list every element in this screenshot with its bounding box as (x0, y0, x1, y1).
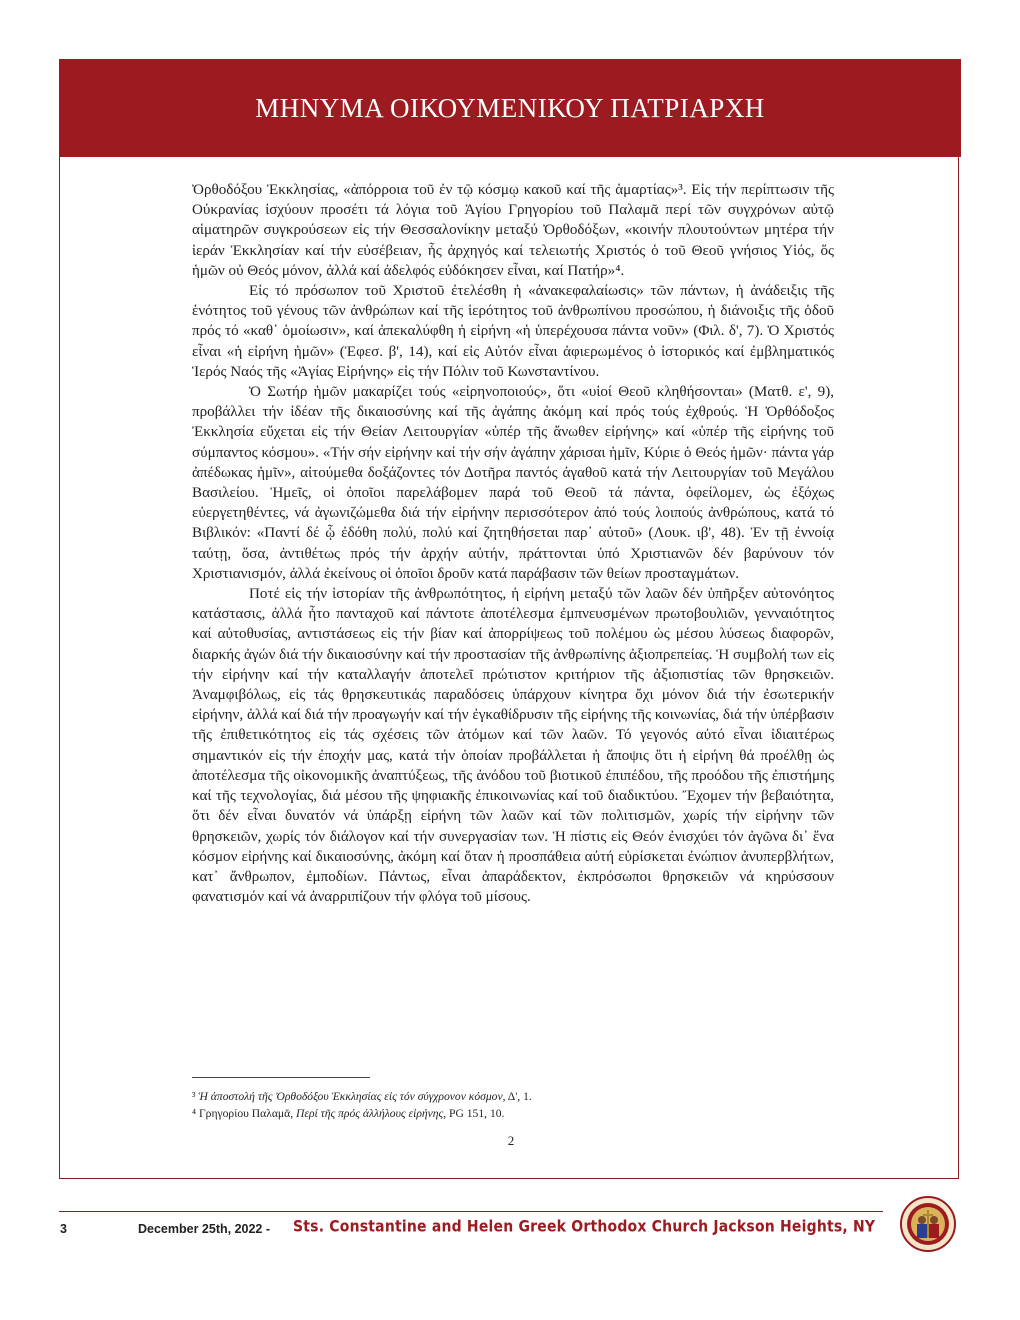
page-title: ΜΗΝΥΜΑ ΟΙΚΟΥΜΕΝΙΚΟΥ ΠΑΤΡΙΑΡΧΗ (255, 92, 765, 123)
footnote-title: Περί τῆς πρός ἀλλήλους εἰρήνης (296, 1107, 444, 1120)
header-banner (59, 59, 961, 157)
church-seal-icon (900, 1196, 956, 1252)
footer-church-name (293, 1218, 875, 1236)
article-body (192, 180, 834, 907)
paragraph-4: Ποτέ εἰς τήν ἱστορίαν τῆς ἀνθρωπότητος, ἡ εἰρήνη μεταξύ τῶν λαῶν δέν ὑπῆρξεν αὐτονόητος κατάστασις, ἀλλά ἦτο πανταχοῦ καί πάντοτε ἀποτέλεσμα ἐμπνευσμένων πρωτοβουλιῶν, γενναιότητος καί αὐτοθυσίας, αντιστάσεως εἰς τήν βίαν καί ἀπορρίψεως τοῦ πολέμου ὡς μέσου λύσεως διαφορῶν, διαρκής ἀγών διά τήν δικαιοσύνην καί τήν προστασίαν τῆς ἀνθρωπίνης ἀξιοπρεπείας. Ἡ συμβολή των εἰς τήν εἰρήνην καί τήν καταλλαγήν ἀποτελεῖ πρώτιστον κριτήριον τῆς ἀξιοπιστίας τῶν θρησκειῶν. Ἀναμφιβόλως, εἰς τάς θρησκευτικάς παραδόσεις ὑπάρχουν κίνητρα ὄχι μόνον διά τήν ἐσωτερικήν εἰρήνην, ἀλλά καί διά τήν προαγωγήν καί τήν ἐγκαθίδρυσιν τῆς εἰρήνης τῆς κοινωνίας, διά τήν ὑπέρβασιν τῆς ἐπιθετικότητος εἰς τάς σχέσεις τῶν ἀτόμων καί τῶν λαῶν. Τό γεγονός αὐτό εἶναι ἰδιαιτέρως σημαντικόν εἰς τήν ἐποχήν μας, κατά τήν ὁποίαν προβάλλεται ἡ ἄποψις ὅτι ἡ εἰρήνη θά προέλθῃ ὡς ἀποτέλεσμα τῆς οἰκονομικῆς ἀναπτύξεως, τῆς ἀνόδου τοῦ βιοτικοῦ ἐπιπέδου, τῆς προόδου τῆς ἐπιστήμης καί τῆς τεχνολογίας, διά μέσου τῆς ψηφιακῆς ἐπικοινωνίας καί τοῦ διαδικτύου. Ἔχομεν τήν βεβαιότητα, ὅτι δέν εἶναι δυνατόν νά ὑπάρξῃ εἰρήνη τῶν λαῶν καί τῶν πολιτισμῶν, χωρίς τήν εἰρήνην τῶν θρησκειῶν, χωρίς τόν διάλογον καί τήν συνεργασίαν των. Ἡ πίστις εἰς Θεόν ἐνισχύει τόν ἀγῶνα δι᾿ ἕνα κόσμον εἰρήνης καί δικαιοσύνης, ἀκόμη καί ὅταν ἡ προσπάθεια αὐτή εὑρίσκεται ἐνώπιον ἀνυπερβλήτων, κατ᾿ ἄνθρωπον, ἐμποδίων. Πάντως, εἶναι ἀπαράδεκτον, ἐκπρόσωποι θρησκειῶν νά κηρύσσουν φανατισμόν καί νά ἀναρριπίζουν τήν φλόγα τοῦ μίσους. (192, 586, 834, 906)
footnote-marker: ³ (192, 1090, 196, 1103)
footnote-4 (192, 1105, 832, 1122)
footer-date: December 25th, 2022 - (138, 1222, 271, 1236)
paragraph-1: Ὀρθοδόξου Ἐκκλησίας, «ἀπόρροια τοῦ ἐν τῷ κόσμῳ κακοῦ καί τῆς ἁμαρτίας»³. Εἰς τήν περίπτωσιν τῆς Οὐκρανίας ἰσχύουν προσέτι τά λόγια τοῦ Ἁγίου Γρηγορίου τοῦ Παλαμᾶ περί τῶν συγχρόνων αὐτῷ αἱματηρῶν συγκρούσεων εἰς τήν Θεσσαλονίκην μεταξύ Ὀρθοδόξων, «κοινήν πλουτούντων μητέρα τήν ἱεράν Ἐκκλησίαν καί τήν εὐσέβειαν, ἧς ἀρχηγός καί τελειωτής Χριστός ὁ τοῦ Θεοῦ γνήσιος Υἱός, ὅς ἡμῶν οὐ Θεός μόνον, ἀλλά καί ἀδελφός εὐδόκησεν εἶναι, καί Πατήρ»⁴. (192, 182, 834, 279)
inner-page-number: 2 (507, 1133, 515, 1148)
footnote-3 (192, 1088, 832, 1105)
footer-page-number: 3 (60, 1222, 67, 1236)
footnote-title: Ἡ ἀποστολή τῆς Ὀρθοδόξου Ἐκκλησίας εἰς τόν σύγχρονον κόσμον (198, 1090, 503, 1103)
footnote-reference: , Δ', 1. (502, 1090, 532, 1103)
footnote-divider (192, 1077, 370, 1078)
church-name: Sts. Constantine and Helen Greek Orthodox Church (293, 1217, 709, 1237)
paragraph-3: Ὁ Σωτήρ ἡμῶν μακαρίζει τούς «εἰρηνοποιούς», ὅτι «υἱοί Θεοῦ κληθήσονται» (Ματθ. ε', 9), προβάλλει τήν ἰδέαν τῆς δικαιοσύνης καί τῆς ἀγάπης ἀκόμη καί πρός τούς ἐχθρούς. Ἡ Ὀρθόδοξος Ἐκκλησία εὔχεται εἰς τήν Θείαν Λειτουργίαν «ὑπέρ τῆς ἄνωθεν εἰρήνης» καί «ὑπέρ τῆς εἰρήνης τοῦ σύμπαντος κόσμου». «Τήν σήν εἰρήνην καί τήν σήν ἀγάπην χάρισαι ἡμῖν, Κύριε ὁ Θεός ἡμῶν· πάντα γάρ ἀπέδωκας ἡμῖν», αἰτούμεθα δοξάζοντες τόν Δοτῆρα παντός ἀγαθοῦ κατά τήν Λειτουργίαν τοῦ Μεγάλου Βασιλείου. Ἡμεῖς, οἱ ὁποῖοι παρελάβομεν παρά τοῦ Θεοῦ τά πάντα, ὀφείλομεν, ὡς ἐξόχως εὐεργετηθέντες, νά ἀγωνιζώμεθα διά τήν εἰρήνην περισσότερον ἀπό τούς λοιπούς ἀνθρώπους, κατά τό Βιβλικόν: «Παντί δέ ᾧ ἐδόθη πολύ, πολύ καί ζητηθήσεται παρ᾿ αὐτοῦ» (Λουκ. ιβ', 48). Ἐν τῇ ἐννοίᾳ ταύτῃ, ὅσα, ἀντιθέτως πρός τήν ἀρχήν αὐτήν, πράττονται ὑπό Χριστιανῶν δέν βαρύνουν τόν Χριστιανισμόν, ἀλλά ἐκείνους οἱ ὁποῖοι δροῦν κατά παράβασιν τῶν θείων προσταγμάτων. (192, 384, 834, 582)
footnotes (192, 1088, 832, 1122)
footnote-marker: ⁴ (192, 1107, 197, 1120)
church-location: Jackson Heights, NY (713, 1217, 876, 1237)
page-footer (0, 1217, 1020, 1242)
footnote-author: Γρηγορίου Παλαμᾶ, (198, 1107, 296, 1120)
footer-divider (59, 1211, 883, 1212)
footnote-reference: , PG 151, 10. (443, 1107, 505, 1120)
paragraph-2: Εἰς τό πρόσωπον τοῦ Χριστοῦ ἐτελέσθη ἡ «ἀνακεφαλαίωσις» τῶν πάντων, ἡ ἀνάδειξις τῆς ἑνότητος τοῦ γένους τῶν ἀνθρώπων καί τῆς ἱερότητος τοῦ ἀνθρωπίνου προσώπου, ἡ διάνοιξις τῆς ὁδοῦ πρός τό «καθ᾿ ὁμοίωσιν», καί ἀπεκαλύφθη ἡ εἰρήνη «ἡ ὑπερέχουσα πάντα νοῦν» (Φιλ. δ', 7). Ὁ Χριστός εἶναι «ἡ εἰρήνη ἡμῶν» (Ἐφεσ. β', 14), καί εἰς Αὐτόν εἶναι ἀφιερωμένος ὁ ἱστορικός καί ἐμβληματικός Ἱερός Ναός τῆς «Ἁγίας Εἰρήνης» εἰς τήν Πόλιν τοῦ Κωνσταντίνου. (192, 283, 834, 380)
